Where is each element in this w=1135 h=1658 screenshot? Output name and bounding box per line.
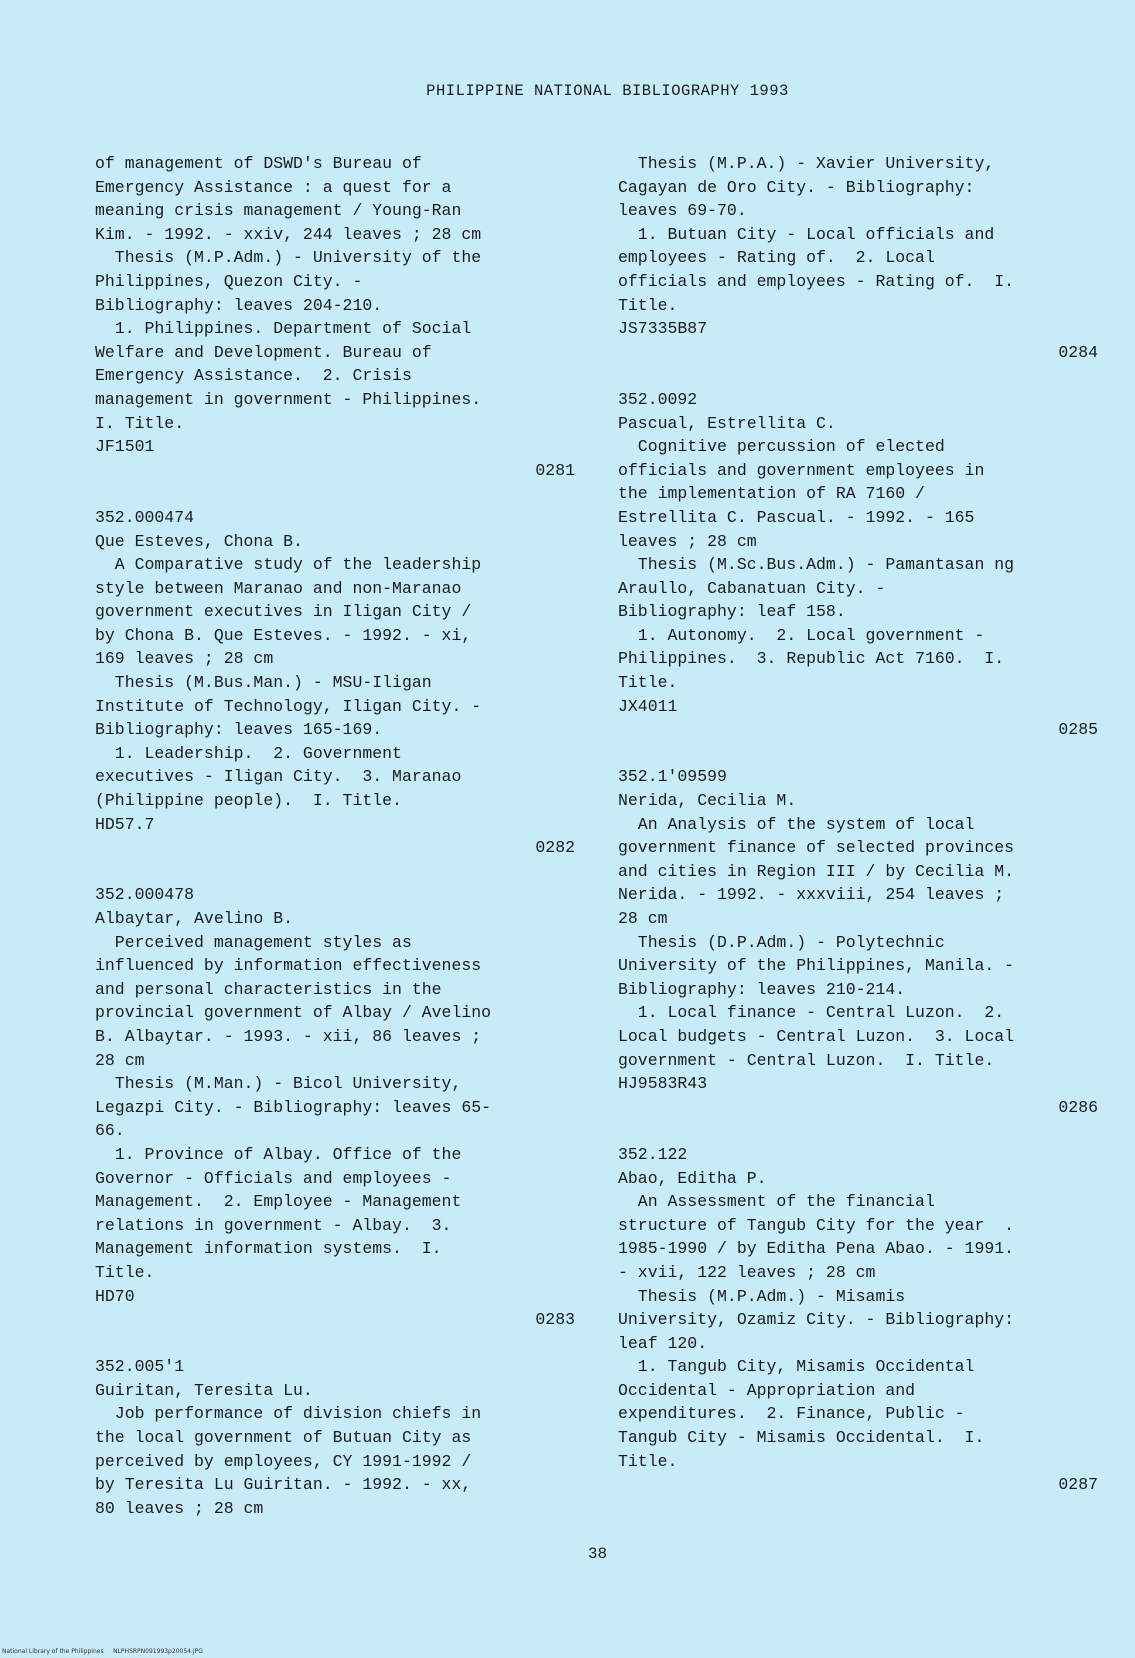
entry-spacer <box>95 860 575 884</box>
entry-line: executives - Iligan City. 3. Maranao <box>95 767 462 787</box>
bibliography-entry <box>95 883 575 1331</box>
entry-line: Kim. - 1992. - xxiv, 244 leaves ; 28 cm <box>95 224 482 244</box>
entry-line: Philippines, Quezon City. - <box>95 271 363 291</box>
entry-line: Perceived management styles as <box>95 932 412 952</box>
entry-line: relations in government - Albay. 3. <box>95 1215 452 1235</box>
call-number: 352.000478 <box>95 885 195 905</box>
entry-line: 66. <box>95 1121 125 1141</box>
entry-author: Abao, Editha P. <box>618 1168 767 1188</box>
entry-line: Cagayan de Oro City. - Bibliography: <box>618 177 975 197</box>
entry-author: Pascual, Estrellita C. <box>618 413 836 433</box>
page-header <box>0 82 1135 100</box>
entry-spacer <box>618 364 1098 388</box>
bibliography-entry <box>618 1143 1098 1497</box>
entry-line: and cities in Region III / by Cecilia M. <box>618 861 1015 881</box>
entry-line: B. Albaytar. - 1993. - xii, 86 leaves ; <box>95 1026 482 1046</box>
continued-entry <box>95 152 575 482</box>
entry-line: (Philippine people). I. Title. <box>95 791 402 811</box>
entry-line: Thesis (D.P.Adm.) - Polytechnic <box>618 932 945 952</box>
entry-line: Estrellita C. Pascual. - 1992. - 165 <box>618 507 975 527</box>
entry-line: Welfare and Development. Bureau of <box>95 342 432 362</box>
entry-line: Bibliography: leaves 210-214. <box>618 979 906 999</box>
entry-line: JS7335B87 <box>618 319 708 339</box>
entry-line: Job performance of division chiefs in <box>95 1404 482 1424</box>
entry-line: of management of DSWD's Bureau of <box>95 154 422 173</box>
entry-line: Tangub City - Misamis Occidental. I. <box>618 1428 985 1448</box>
entry-line: the local government of Butuan City as <box>95 1428 472 1448</box>
entry-spacer <box>95 482 575 506</box>
call-number: 352.000474 <box>95 507 195 527</box>
entry-line: - xvii, 122 leaves ; 28 cm <box>618 1262 876 1282</box>
entry-line: 169 leaves ; 28 cm <box>95 649 274 669</box>
entry-line: employees - Rating of. 2. Local <box>618 248 935 268</box>
entry-line: HD57.7 <box>95 814 155 834</box>
entry-line: by Chona B. Que Esteves. - 1992. - xi, <box>95 625 472 645</box>
entry-line: 1. Autonomy. 2. Local government - <box>618 625 985 645</box>
entry-line: Nerida. - 1992. - xxxviii, 254 leaves ; <box>618 885 1005 905</box>
call-number: 352.122 <box>618 1144 688 1164</box>
entry-line: Philippines. 3. Republic Act 7160. I. <box>618 649 1005 669</box>
entry-line: Legazpi City. - Bibliography: leaves 65- <box>95 1097 492 1117</box>
entry-line: Emergency Assistance. 2. Crisis <box>95 366 412 386</box>
entry-number: 0284 <box>1058 342 1098 362</box>
entry-line: perceived by employees, CY 1991-1992 / <box>95 1451 472 1471</box>
bibliography-entry <box>618 388 1098 742</box>
entry-line: influenced by information effectiveness <box>95 956 482 976</box>
entry-line: Management information systems. I. <box>95 1239 442 1259</box>
left-column <box>95 152 575 1520</box>
entry-line: Management. 2. Employee - Management <box>95 1192 462 1212</box>
entry-line: management in government - Philippines. <box>95 389 482 409</box>
entry-line: Governor - Officials and employees - <box>95 1168 452 1188</box>
entry-line: 1. Philippines. Department of Social <box>95 319 472 339</box>
entry-line: leaf 120. <box>618 1333 708 1353</box>
entry-line: Thesis (M.Bus.Man.) - MSU-Iligan <box>95 673 432 693</box>
entry-line: Emergency Assistance : a quest for a <box>95 177 452 197</box>
entry-line: An Analysis of the system of local <box>618 814 975 834</box>
entry-line: JF1501 <box>95 437 155 457</box>
entry-line: Cognitive percussion of elected <box>618 437 945 457</box>
entry-spacer <box>618 1119 1098 1143</box>
right-column <box>618 152 1098 1497</box>
entry-line: the implementation of RA 7160 / <box>618 484 925 504</box>
scan-footer-note: National Library of the Philippines NLPHSRPN091993p20054.JPG <box>2 1648 203 1655</box>
entry-spacer <box>95 1332 575 1356</box>
entry-line: Local budgets - Central Luzon. 3. Local <box>618 1026 1015 1046</box>
entry-spacer <box>618 742 1098 766</box>
entry-number: 0287 <box>1058 1475 1098 1495</box>
entry-line: Thesis (M.Sc.Bus.Adm.) - Pamantasan ng <box>618 555 1015 575</box>
entry-number: 0283 <box>535 1310 575 1330</box>
bibliography-entry <box>618 765 1098 1119</box>
entry-author: Nerida, Cecilia M. <box>618 791 797 811</box>
bibliography-title: PHILIPPINE NATIONAL BIBLIOGRAPHY 1993 <box>426 82 789 100</box>
entry-line: meaning crisis management / Young-Ran <box>95 201 462 221</box>
entry-line: government - Central Luzon. I. Title. <box>618 1050 995 1070</box>
entry-line: government executives in Iligan City / <box>95 602 472 622</box>
entry-line: and personal characteristics in the <box>95 979 442 999</box>
entry-line: Title. <box>618 673 678 693</box>
entry-line: Occidental - Appropriation and <box>618 1380 916 1400</box>
entry-line: An Assessment of the financial <box>618 1192 935 1212</box>
bibliography-entry <box>95 1355 575 1520</box>
entry-line: Bibliography: leaves 204-210. <box>95 295 383 315</box>
entry-line: leaves 69-70. <box>618 201 747 221</box>
entry-line: 1. Butuan City - Local officials and <box>618 224 995 244</box>
entry-author: Albaytar, Avelino B. <box>95 909 294 928</box>
entry-author: Guiritan, Teresita Lu. <box>95 1380 313 1400</box>
entry-line: 1. Local finance - Central Luzon. 2. <box>618 1003 1005 1023</box>
entry-line: JX4011 <box>618 696 678 716</box>
entry-line: Thesis (M.Man.) - Bicol University, <box>95 1074 462 1094</box>
entry-line: HJ9583R43 <box>618 1074 708 1094</box>
bibliography-entry <box>95 506 575 860</box>
call-number: 352.1'09599 <box>618 767 727 787</box>
entry-line: Title. <box>618 295 678 315</box>
entry-line: Thesis (M.P.Adm.) - Misamis <box>618 1286 906 1306</box>
entry-line: Thesis (M.P.Adm.) - University of the <box>95 248 482 268</box>
entry-line: expenditures. 2. Finance, Public - <box>618 1404 965 1424</box>
entry-line: A Comparative study of the leadership <box>95 555 482 575</box>
entry-line: leaves ; 28 cm <box>618 531 757 551</box>
entry-line: Araullo, Cabanatuan City. - <box>618 578 886 598</box>
entry-line: 1. Tangub City, Misamis Occidental <box>618 1357 975 1377</box>
call-number: 352.005'1 <box>95 1357 185 1377</box>
page-number: 38 <box>587 1545 608 1563</box>
entry-line: 80 leaves ; 28 cm <box>95 1498 264 1518</box>
entry-line: 1985-1990 / by Editha Pena Abao. - 1991. <box>618 1239 1015 1259</box>
entry-line: officials and employees - Rating of. I. <box>618 271 1015 291</box>
entry-line: government finance of selected provinces <box>618 838 1015 858</box>
entry-line: Title. <box>95 1262 155 1282</box>
call-number: 352.0092 <box>618 389 698 409</box>
entry-line: officials and government employees in <box>618 460 985 480</box>
entry-line: I. Title. <box>95 413 185 433</box>
entry-number: 0282 <box>535 838 575 858</box>
entry-number: 0285 <box>1058 720 1098 740</box>
entry-line: University of the Philippines, Manila. - <box>618 956 1015 976</box>
continued-entry <box>618 152 1098 364</box>
entry-line: 28 cm <box>95 1050 145 1070</box>
entry-line: provincial government of Albay / Avelino <box>95 1003 492 1023</box>
entry-author: Que Esteves, Chona B. <box>95 531 303 551</box>
entry-line: HD70 <box>95 1286 135 1306</box>
entry-line: 28 cm <box>618 909 668 928</box>
entry-line: University, Ozamiz City. - Bibliography: <box>618 1310 1015 1330</box>
entry-line: 1. Province of Albay. Office of the <box>95 1144 462 1164</box>
entry-line: Thesis (M.P.A.) - Xavier University, <box>618 154 995 173</box>
entry-number: 0281 <box>535 460 575 480</box>
entry-line: by Teresita Lu Guiritan. - 1992. - xx, <box>95 1475 472 1495</box>
entry-line: Institute of Technology, Iligan City. - <box>95 696 482 716</box>
entry-line: Title. <box>618 1451 678 1471</box>
entry-line: Bibliography: leaves 165-169. <box>95 720 383 740</box>
entry-number: 0286 <box>1058 1097 1098 1117</box>
entry-line: 1. Leadership. 2. Government <box>95 743 402 763</box>
entry-line: structure of Tangub City for the year . <box>618 1215 1015 1235</box>
entry-line: Bibliography: leaf 158. <box>618 602 846 622</box>
entry-line: style between Maranao and non-Maranao <box>95 578 462 598</box>
